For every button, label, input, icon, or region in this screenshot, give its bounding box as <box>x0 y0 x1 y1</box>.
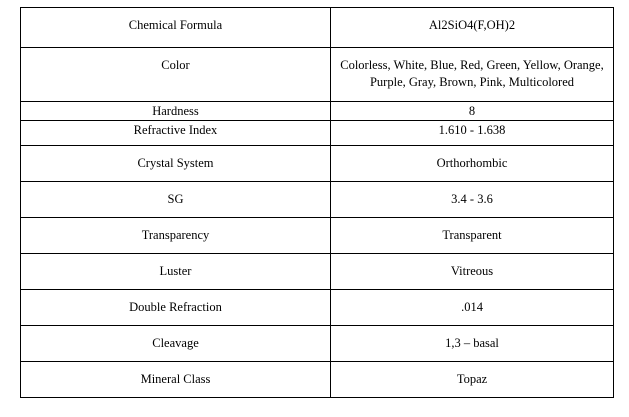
property-value: Orthorhombic <box>331 146 614 182</box>
property-label: Transparency <box>21 218 331 254</box>
property-label: Color <box>21 48 331 102</box>
property-value: 1.610 - 1.638 <box>331 121 614 146</box>
property-value: Al2SiO4(F,OH)2 <box>331 8 614 48</box>
property-value: Vitreous <box>331 254 614 290</box>
table-row <box>21 290 614 326</box>
table-row <box>21 102 614 121</box>
mineral-properties-table <box>20 7 614 398</box>
table-row <box>21 121 614 146</box>
property-value: 1,3 – basal <box>331 326 614 362</box>
property-label: Double Refraction <box>21 290 331 326</box>
property-label: Chemical Formula <box>21 8 331 48</box>
property-value: 8 <box>331 102 614 121</box>
table-row <box>21 218 614 254</box>
property-label: Mineral Class <box>21 362 331 398</box>
property-value: 3.4 - 3.6 <box>331 182 614 218</box>
property-value: Colorless, White, Blue, Red, Green, Yellow, Orange, Purple, Gray, Brown, Pink, Multicolored <box>331 48 614 102</box>
table-row <box>21 326 614 362</box>
property-label: Cleavage <box>21 326 331 362</box>
table-row <box>21 362 614 398</box>
property-value: Topaz <box>331 362 614 398</box>
table-row <box>21 182 614 218</box>
property-label: Crystal System <box>21 146 331 182</box>
property-label: Refractive Index <box>21 121 331 146</box>
table-row <box>21 48 614 102</box>
table-row <box>21 146 614 182</box>
property-label: Luster <box>21 254 331 290</box>
property-value: .014 <box>331 290 614 326</box>
property-label: SG <box>21 182 331 218</box>
property-value: Transparent <box>331 218 614 254</box>
table-row <box>21 254 614 290</box>
property-label: Hardness <box>21 102 331 121</box>
table-row <box>21 8 614 48</box>
